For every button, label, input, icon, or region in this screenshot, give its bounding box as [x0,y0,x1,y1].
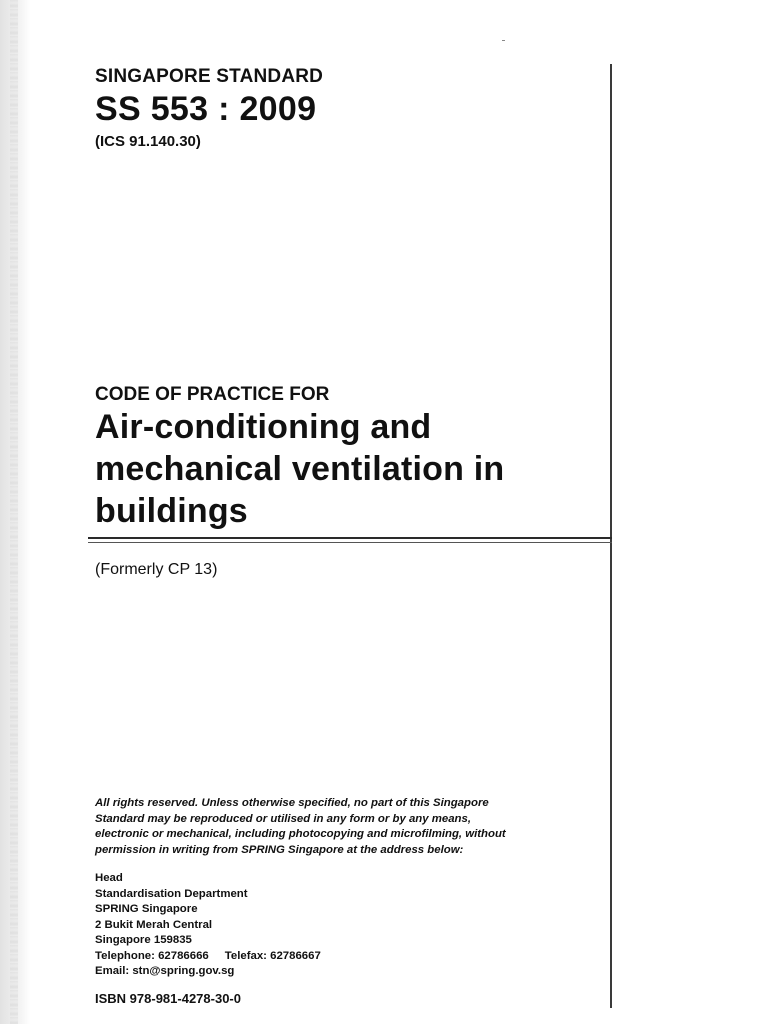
title-rule-lower [88,542,612,543]
title-rule-upper [88,537,612,539]
standard-number: SS 553 : 2009 [95,90,317,128]
phone-fax-line [95,949,321,965]
rights-line: All rights reserved. Unless otherwise specified, no part of this Singapore [95,797,489,809]
title-line: buildings [95,492,248,530]
ics-code: (ICS 91.140.30) [95,133,201,150]
contact-address [95,871,321,980]
scan-binding-texture [10,0,18,1024]
address-line: Singapore 159835 [95,934,192,946]
rights-notice [95,796,575,858]
vertical-rule [610,64,612,1008]
address-line: 2 Bukit Merah Central [95,918,213,931]
title-line: Air-conditioning and [95,408,432,446]
telephone: Telephone: 62786666 [95,949,209,962]
isbn: ISBN 978-981-4278-30-0 [95,991,241,1006]
address-line: Standardisation Department [95,887,248,900]
formerly-note: (Formerly CP 13) [95,561,218,578]
scan-speck [502,40,505,41]
rights-line: electronic or mechanical, including photocopying and microfilming, without [95,828,506,840]
document-title [95,406,504,532]
standard-label: SINGAPORE STANDARD [95,66,324,87]
email: Email: stn@spring.gov.sg [95,965,235,977]
telefax: Telefax: 62786667 [224,949,321,962]
rights-line: permission in writing from SPRING Singapore at the address below: [95,843,464,856]
title-line: mechanical ventilation in [95,450,505,488]
address-line: Head [95,872,123,884]
rights-line: Standard may be reproduced or utilised in any form or by any means, [95,812,471,825]
code-of-practice-label: CODE OF PRACTICE FOR [95,384,330,405]
address-line: SPRING Singapore [95,903,198,915]
